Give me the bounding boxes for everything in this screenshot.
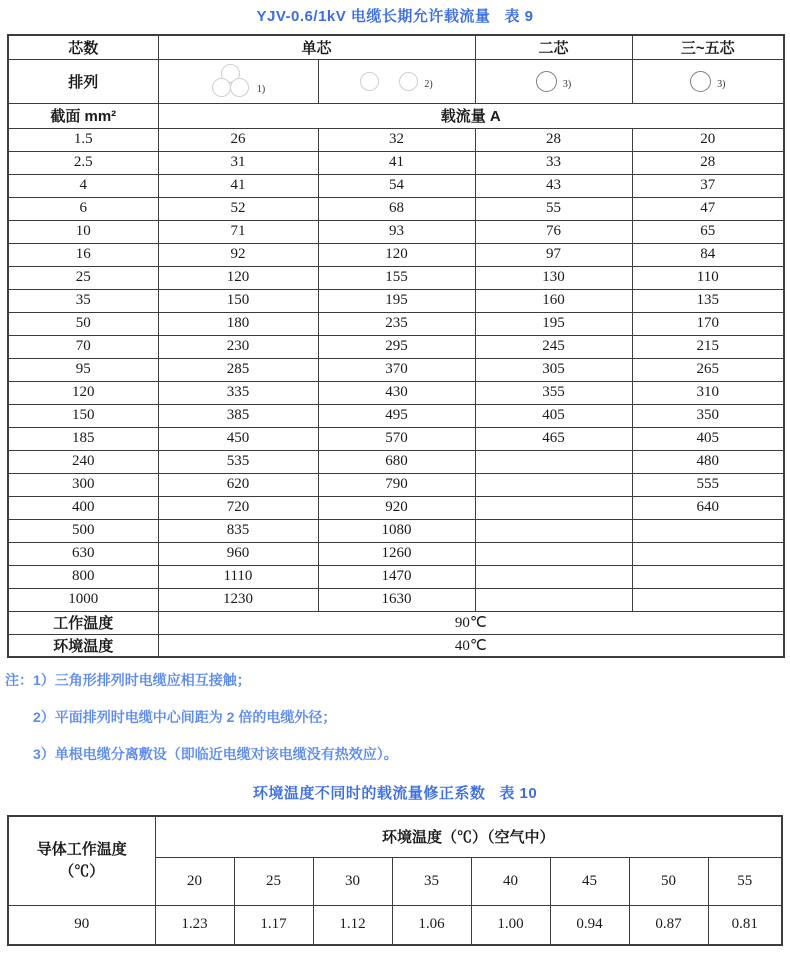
ampacity-cell: 245 <box>475 335 632 358</box>
ambient-temp-label: 环境温度 <box>8 634 158 657</box>
section-cell: 2.5 <box>8 151 158 174</box>
ambient-temp-cell: 30 <box>313 857 392 905</box>
table10 <box>7 815 783 946</box>
ampacity-cell: 335 <box>158 381 318 404</box>
ampacity-cell: 350 <box>632 404 784 427</box>
ampacity-cell: 620 <box>158 473 318 496</box>
header-cell-single-core: 单芯 <box>158 35 475 59</box>
ampacity-cell: 835 <box>158 519 318 542</box>
note-line-1 <box>5 671 790 689</box>
header-cell-three-five-core: 三~五芯 <box>632 35 784 59</box>
table9-data-row <box>8 519 784 542</box>
arrangement-cell-three-five-core <box>632 59 784 103</box>
ambient-temp-value: 40℃ <box>158 634 784 657</box>
ampacity-cell: 28 <box>475 128 632 151</box>
ampacity-cell: 84 <box>632 243 784 266</box>
correction-factor-cell: 0.94 <box>550 905 629 945</box>
table9-data-row <box>8 542 784 565</box>
ampacity-cell: 235 <box>318 312 475 335</box>
ampacity-cell: 790 <box>318 473 475 496</box>
correction-factor-cell: 0.87 <box>629 905 708 945</box>
note-prefix: 注： <box>5 672 33 688</box>
table9-title <box>0 0 790 26</box>
cable-circle-icon <box>536 71 557 92</box>
conductor-temp-header <box>8 816 155 905</box>
ampacity-cell: 41 <box>158 174 318 197</box>
table9-data-row <box>8 358 784 381</box>
arrangement-cell-two-core <box>475 59 632 103</box>
notes-block <box>5 671 790 763</box>
note-line-2: 2）平面排列时电缆中心间距为 2 倍的电缆外径； <box>33 709 337 725</box>
conductor-temp-header-line1: 导体工作温度 <box>36 840 127 858</box>
section-cell: 630 <box>8 542 158 565</box>
table10-header-row <box>8 816 782 857</box>
cable-circle-icon <box>212 78 231 97</box>
working-temp-row <box>8 611 784 634</box>
ampacity-cell <box>475 450 632 473</box>
ampacity-cell <box>632 542 784 565</box>
table9-subheader-row <box>8 103 784 128</box>
note-ref-3: 3) <box>717 79 726 90</box>
ampacity-cell: 52 <box>158 197 318 220</box>
ampacity-cell: 195 <box>475 312 632 335</box>
ampacity-cell: 355 <box>475 381 632 404</box>
ampacity-cell: 1080 <box>318 519 475 542</box>
cable-circle-icon <box>399 72 418 91</box>
table10-title-text: 环境温度不同时的载流量修正系数 <box>252 785 486 802</box>
table10-body <box>8 905 782 945</box>
ampacity-cell: 195 <box>318 289 475 312</box>
ambient-temp-cell: 20 <box>155 857 234 905</box>
ampacity-cell: 405 <box>632 427 784 450</box>
ampacity-cell: 640 <box>632 496 784 519</box>
arrangement-label: 排列 <box>8 59 158 103</box>
ampacity-cell: 93 <box>318 220 475 243</box>
section-cell: 150 <box>8 404 158 427</box>
single-cable-diagram <box>690 71 725 92</box>
ampacity-cell: 405 <box>475 404 632 427</box>
section-cell: 800 <box>8 565 158 588</box>
section-cell: 4 <box>8 174 158 197</box>
ampacity-cell: 71 <box>158 220 318 243</box>
table9 <box>7 34 785 658</box>
section-cell: 6 <box>8 197 158 220</box>
ampacity-cell: 130 <box>475 266 632 289</box>
ampacity-cell <box>632 519 784 542</box>
trefoil-arrangement-diagram <box>211 64 251 98</box>
working-temp-value: 90℃ <box>158 611 784 634</box>
section-cell: 10 <box>8 220 158 243</box>
working-temp-label: 工作温度 <box>8 611 158 634</box>
ampacity-cell <box>632 565 784 588</box>
note-ref-2: 2) <box>424 79 433 90</box>
ampacity-cell: 680 <box>318 450 475 473</box>
table9-title-text: YJV-0.6/1kV 电缆长期允许载流量 <box>256 8 491 25</box>
correction-factor-cell: 1.06 <box>392 905 471 945</box>
ampacity-cell: 1260 <box>318 542 475 565</box>
ampacity-cell: 230 <box>158 335 318 358</box>
ampacity-cell <box>475 565 632 588</box>
table9-data-row <box>8 381 784 404</box>
table9-data-row <box>8 174 784 197</box>
ampacity-cell: 26 <box>158 128 318 151</box>
ampacity-cell: 180 <box>158 312 318 335</box>
cable-circle-icon <box>360 72 379 91</box>
correction-factor-cell: 1.17 <box>234 905 313 945</box>
arrangement-cell-trefoil <box>158 59 318 103</box>
ampacity-cell: 65 <box>632 220 784 243</box>
ampacity-cell: 92 <box>158 243 318 266</box>
ampacity-cell <box>632 588 784 611</box>
ampacity-cell: 33 <box>475 151 632 174</box>
note-ref-3: 3) <box>562 79 572 90</box>
table9-data-row <box>8 197 784 220</box>
correction-factor-cell: 1.00 <box>471 905 550 945</box>
ambient-temp-cell: 35 <box>392 857 471 905</box>
cable-circle-icon <box>690 71 711 92</box>
ampacity-cell: 430 <box>318 381 475 404</box>
ampacity-cell: 76 <box>475 220 632 243</box>
table9-data-row <box>8 427 784 450</box>
ampacity-cell: 160 <box>475 289 632 312</box>
ampacity-cell: 265 <box>632 358 784 381</box>
table9-data-row <box>8 151 784 174</box>
ampacity-cell: 1630 <box>318 588 475 611</box>
section-cell: 95 <box>8 358 158 381</box>
ampacity-cell: 47 <box>632 197 784 220</box>
single-cable-diagram <box>536 71 571 92</box>
ampacity-cell <box>475 473 632 496</box>
table9-data-row <box>8 128 784 151</box>
ampacity-cell: 1470 <box>318 565 475 588</box>
section-header: 截面 mm² <box>8 103 158 128</box>
flat-arrangement-diagram <box>360 72 418 91</box>
ambient-temp-cell: 45 <box>550 857 629 905</box>
section-cell: 1.5 <box>8 128 158 151</box>
section-cell: 120 <box>8 381 158 404</box>
correction-factor-cell: 1.23 <box>155 905 234 945</box>
table9-body <box>8 128 784 611</box>
ampacity-cell: 110 <box>632 266 784 289</box>
ampacity-cell: 295 <box>318 335 475 358</box>
table10-title <box>0 782 790 803</box>
conductor-temp-header-line2: （℃） <box>59 862 105 880</box>
table9-data-row <box>8 496 784 519</box>
table9-data-row <box>8 243 784 266</box>
ampacity-cell: 97 <box>475 243 632 266</box>
section-cell: 35 <box>8 289 158 312</box>
ampacity-cell: 535 <box>158 450 318 473</box>
ampacity-cell: 495 <box>318 404 475 427</box>
ampacity-cell: 31 <box>158 151 318 174</box>
ampacity-cell: 285 <box>158 358 318 381</box>
ampacity-cell: 555 <box>632 473 784 496</box>
table9-data-row <box>8 220 784 243</box>
table9-data-row <box>8 289 784 312</box>
ampacity-cell: 155 <box>318 266 475 289</box>
conductor-temp-cell: 90 <box>8 905 155 945</box>
ampacity-cell: 43 <box>475 174 632 197</box>
ampacity-cell: 370 <box>318 358 475 381</box>
ampacity-cell: 28 <box>632 151 784 174</box>
table9-number: 表 9 <box>504 8 534 25</box>
section-cell: 300 <box>8 473 158 496</box>
ambient-temp-cell: 55 <box>708 857 782 905</box>
ampacity-cell: 135 <box>632 289 784 312</box>
ampacity-cell: 37 <box>632 174 784 197</box>
correction-factor-cell: 0.81 <box>708 905 782 945</box>
ampacity-cell <box>475 542 632 565</box>
table9-data-row <box>8 404 784 427</box>
table9-data-row <box>8 335 784 358</box>
section-cell: 400 <box>8 496 158 519</box>
arrangement-cell-flat <box>318 59 475 103</box>
ampacity-cell: 465 <box>475 427 632 450</box>
note-text-1: 1）三角形排列时电缆应相互接触； <box>33 672 251 688</box>
table9-data-row <box>8 266 784 289</box>
ampacity-cell <box>475 519 632 542</box>
ampacity-cell: 305 <box>475 358 632 381</box>
table10-number: 表 10 <box>499 785 538 802</box>
ampacity-cell <box>475 496 632 519</box>
ambient-temp-cell: 25 <box>234 857 313 905</box>
table9-data-row <box>8 473 784 496</box>
table9-data-row <box>8 588 784 611</box>
ambient-temp-header: 环境温度（℃）（空气中） <box>155 816 782 857</box>
ampacity-cell: 570 <box>318 427 475 450</box>
ampacity-cell: 385 <box>158 404 318 427</box>
ampacity-cell: 480 <box>632 450 784 473</box>
ampacity-cell <box>475 588 632 611</box>
ampacity-cell: 68 <box>318 197 475 220</box>
ampacity-cell: 32 <box>318 128 475 151</box>
ampacity-cell: 1110 <box>158 565 318 588</box>
ampacity-cell: 170 <box>632 312 784 335</box>
ambient-temp-row <box>8 634 784 657</box>
correction-factor-cell: 1.12 <box>313 905 392 945</box>
section-cell: 16 <box>8 243 158 266</box>
table9-arrangement-row <box>8 59 784 103</box>
section-cell: 70 <box>8 335 158 358</box>
ampacity-cell: 120 <box>158 266 318 289</box>
note-line-3: 3）单根电缆分离敷设（即临近电缆对该电缆没有热效应）。 <box>33 746 398 762</box>
ampacity-header: 载流量 A <box>158 103 784 128</box>
table9-data-row <box>8 565 784 588</box>
section-cell: 185 <box>8 427 158 450</box>
ampacity-cell: 120 <box>318 243 475 266</box>
ampacity-cell: 55 <box>475 197 632 220</box>
ambient-temp-cell: 50 <box>629 857 708 905</box>
ampacity-cell: 20 <box>632 128 784 151</box>
ampacity-cell: 215 <box>632 335 784 358</box>
section-cell: 25 <box>8 266 158 289</box>
ambient-temp-cell: 40 <box>471 857 550 905</box>
ampacity-cell: 920 <box>318 496 475 519</box>
note-ref-1: 1) <box>256 84 266 95</box>
ampacity-cell: 41 <box>318 151 475 174</box>
table10-data-row <box>8 905 782 945</box>
table9-data-row <box>8 312 784 335</box>
header-cell-core-count: 芯数 <box>8 35 158 59</box>
table9-header-row <box>8 35 784 59</box>
ampacity-cell: 450 <box>158 427 318 450</box>
section-cell: 240 <box>8 450 158 473</box>
ampacity-cell: 54 <box>318 174 475 197</box>
section-cell: 1000 <box>8 588 158 611</box>
header-cell-two-core: 二芯 <box>475 35 632 59</box>
section-cell: 50 <box>8 312 158 335</box>
ampacity-cell: 960 <box>158 542 318 565</box>
ampacity-cell: 310 <box>632 381 784 404</box>
ampacity-cell: 720 <box>158 496 318 519</box>
cable-circle-icon <box>230 78 249 97</box>
ampacity-cell: 150 <box>158 289 318 312</box>
section-cell: 500 <box>8 519 158 542</box>
table9-data-row <box>8 450 784 473</box>
ampacity-cell: 1230 <box>158 588 318 611</box>
